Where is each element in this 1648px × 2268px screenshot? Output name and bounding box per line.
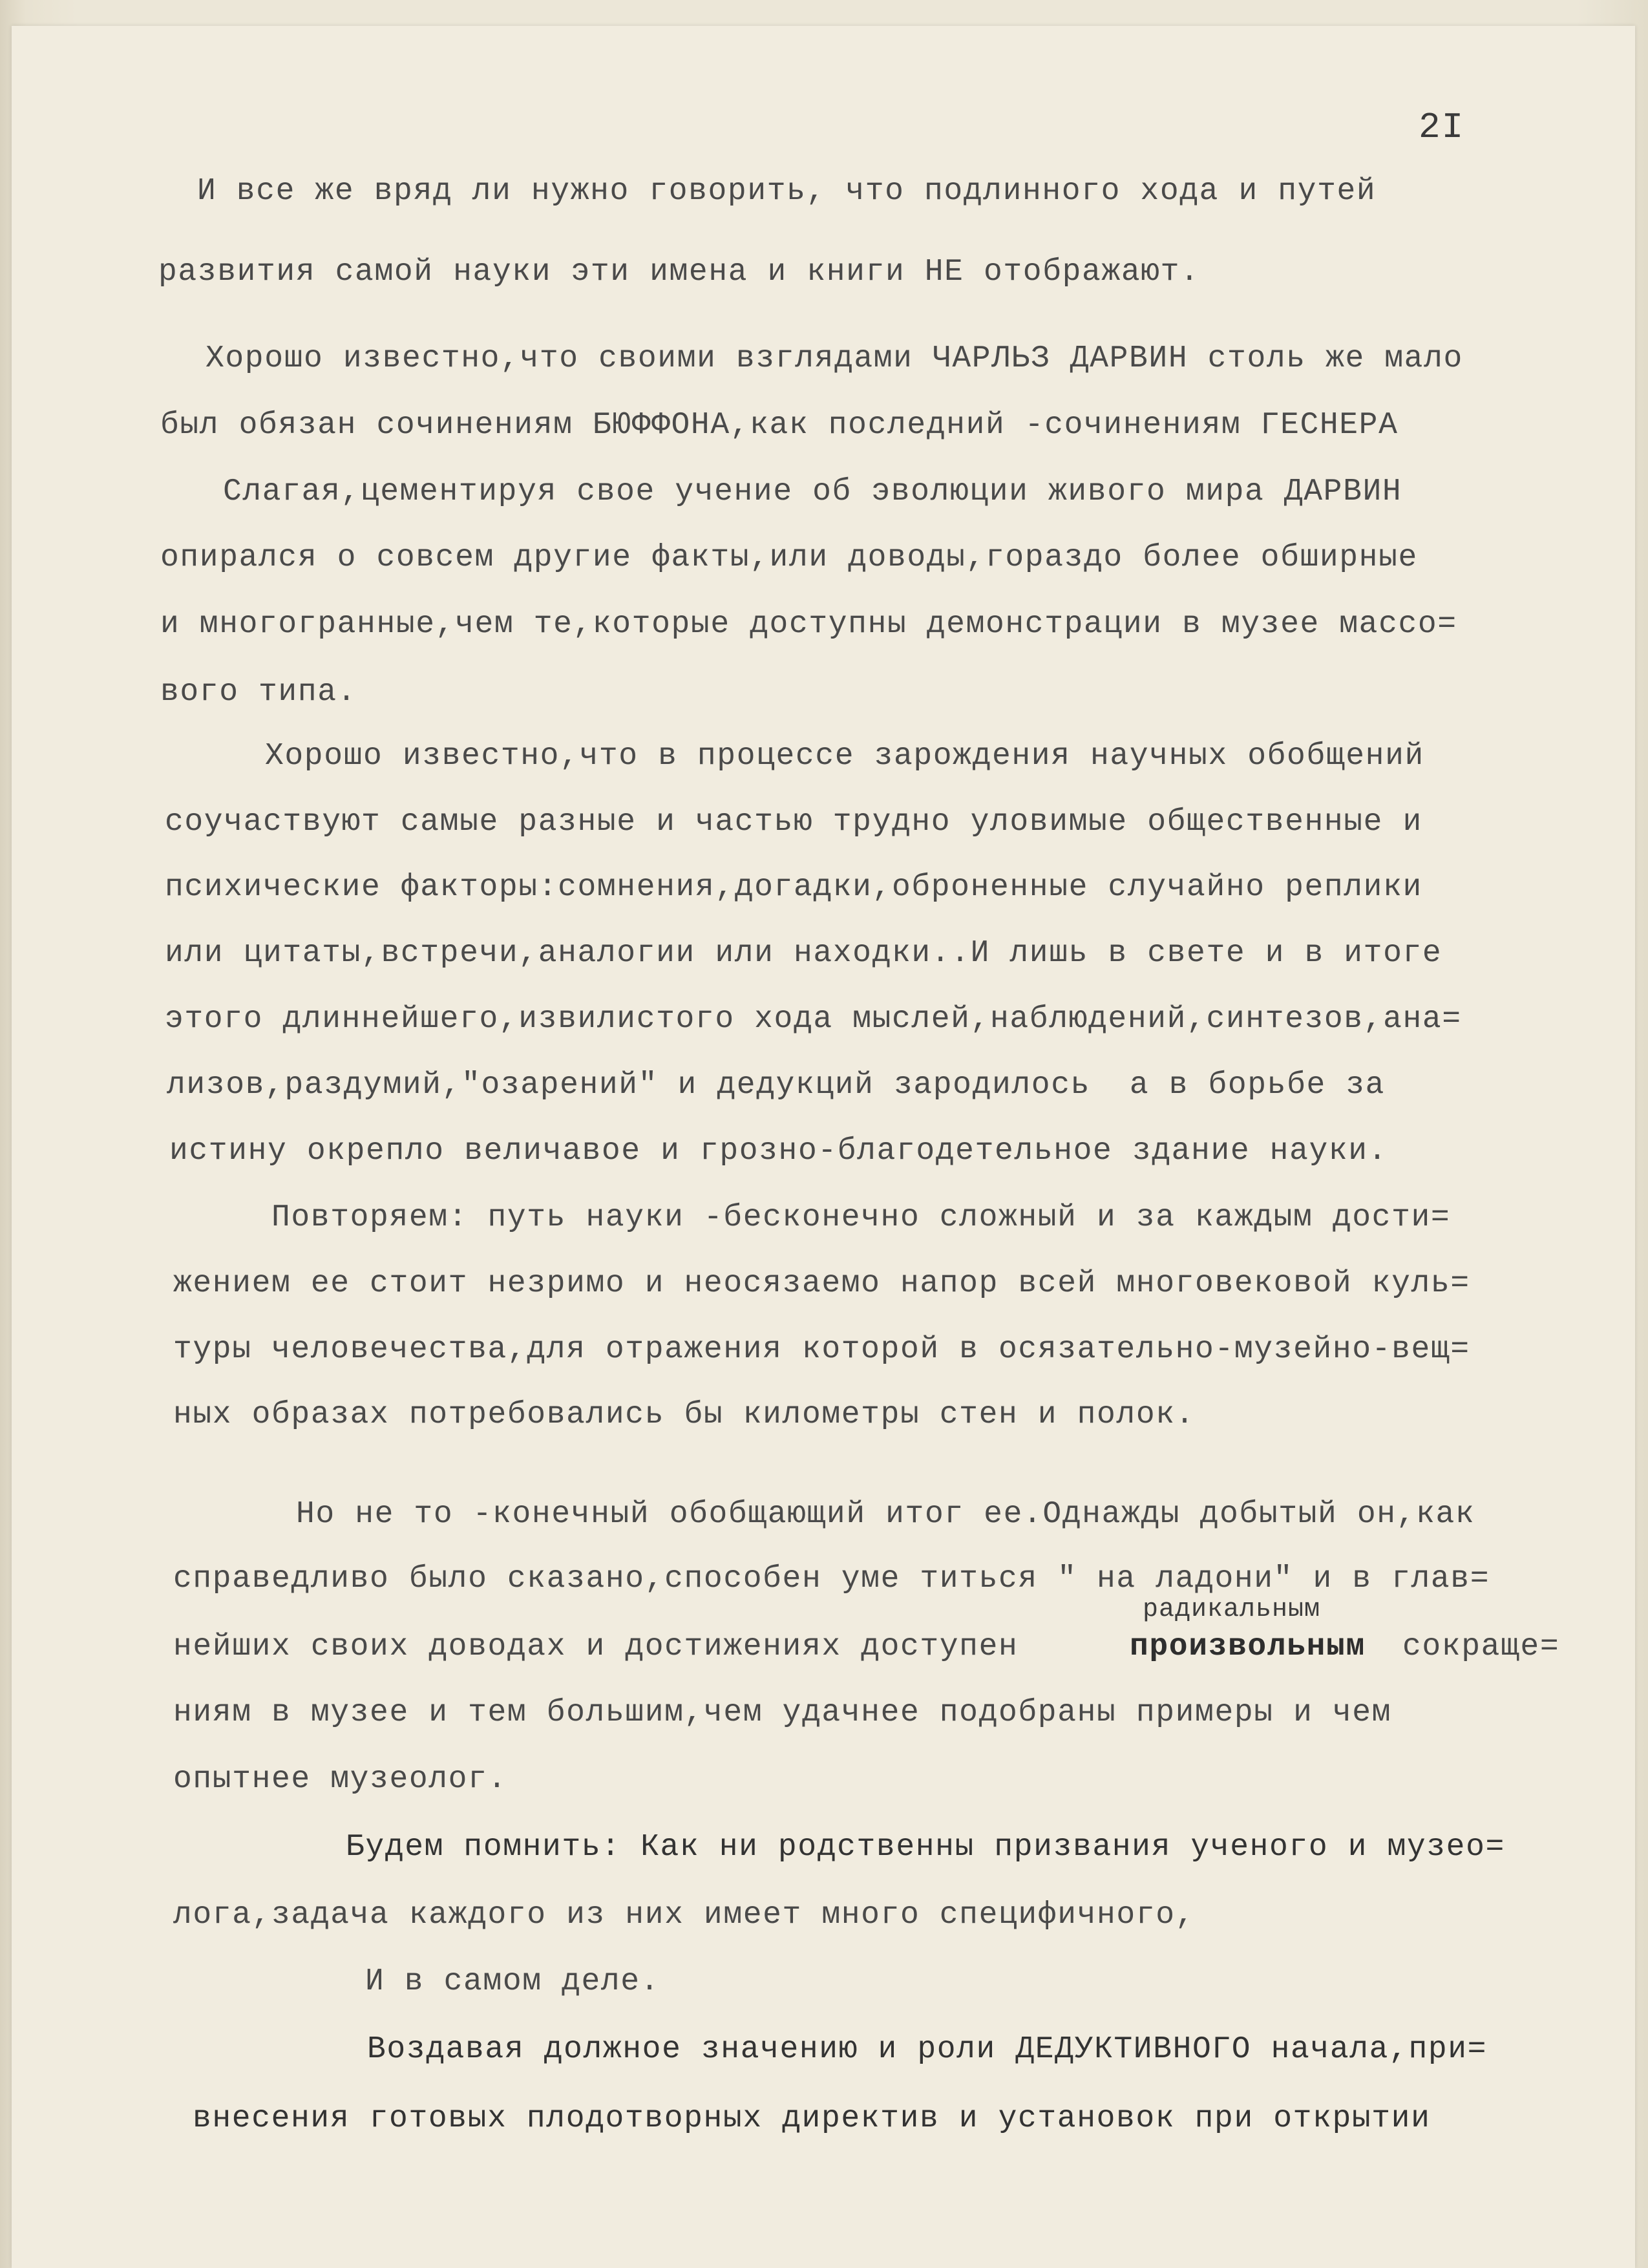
text-line-28: Воздавая должное значению и роли ДЕДУКТИВНОГО начала,при= — [367, 2032, 1488, 2067]
text-line-20: Но не то -конечный обобщающий итог ее.Однажды добытый он,как — [296, 1497, 1475, 1532]
text-line-22b: сокраще= — [1402, 1629, 1560, 1664]
text-line-8: вого типа. — [160, 675, 357, 710]
text-line-24: опытнее музеолог. — [173, 1762, 507, 1797]
text-line-1: И все же вряд ли нужно говорить, что подлинного хода и путей — [197, 174, 1377, 209]
text-line-22a: нейших своих доводах и достижениях доступен — [173, 1629, 1019, 1664]
text-line-5: Слагая,цементируя свое учение об эволюции живого мира ДАРВИН — [223, 474, 1402, 509]
text-line-4: был обязан сочинениям БЮФФОНА,как последний -сочинениям ГЕСНЕРА — [160, 408, 1399, 443]
text-line-27: И в самом деле. — [365, 1964, 660, 1999]
text-line-17: жением ее стоит незримо и неосязаемо напор всей многовековой куль= — [173, 1266, 1470, 1301]
page-number: 2I — [1419, 107, 1465, 148]
text-line-2: развития самой науки эти имена и книги НЕ отображают. — [158, 255, 1200, 290]
handwritten-insertion: радикальным — [1143, 1595, 1321, 1624]
text-line-15: истину окрепло величавое и грозно-благодетельное здание науки. — [169, 1134, 1388, 1169]
text-line-23: ниям в музее и тем большим,чем удачнее подобраны примеры и чем — [173, 1695, 1392, 1730]
text-line-29: внесения готовых плодотворных директив и установок при открытии — [193, 2101, 1431, 2136]
text-line-3: Хорошо известно,что своими взглядами ЧАРЛЬЗ ДАРВИН столь же мало — [206, 341, 1463, 376]
text-line-16: Повторяем: путь науки -бесконечно сложный и за каждым дости= — [271, 1200, 1451, 1235]
text-line-10: соучаствуют самые разные и частью трудно уловимые общественные и — [165, 805, 1422, 840]
text-line-11: психические факторы:сомнения,догадки,оброненные случайно реплики — [165, 870, 1422, 905]
text-line-12: или цитаты,встречи,аналогии или находки..И лишь в свете и в итоге — [165, 936, 1442, 971]
text-line-7: и многогранные,чем те,которые доступны демонстрации в музее массо= — [160, 607, 1457, 642]
text-line-26: лога,задача каждого из них имеет много специфичного, — [173, 1898, 1196, 1933]
text-line-25: Будем помнить: Как ни родственны призвания ученого и музео= — [346, 1830, 1505, 1865]
text-line-9: Хорошо известно,что в процессе зарождения научных обобщений — [265, 739, 1424, 774]
text-line-13: этого длиннейшего,извилистого хода мыслей,наблюдений,синтезов,ана= — [165, 1002, 1462, 1037]
text-line-14: лизов,раздумий,"озарений" и дедукций зародилось а в борьбе за — [167, 1068, 1386, 1103]
text-line-19: ных образах потребовались бы километры стен и полок. — [173, 1397, 1196, 1432]
text-line-6: опирался о совсем другие факты,или доводы,гораздо более обширные — [160, 540, 1418, 575]
text-line-18: туры человечества,для отражения которой в осязательно-музейно-вещ= — [173, 1332, 1470, 1367]
text-line-21: справедливо было сказано,способен уме титься " на ладони" и в глав= — [173, 1562, 1490, 1596]
struck-out-word: произвольным — [1130, 1629, 1366, 1664]
